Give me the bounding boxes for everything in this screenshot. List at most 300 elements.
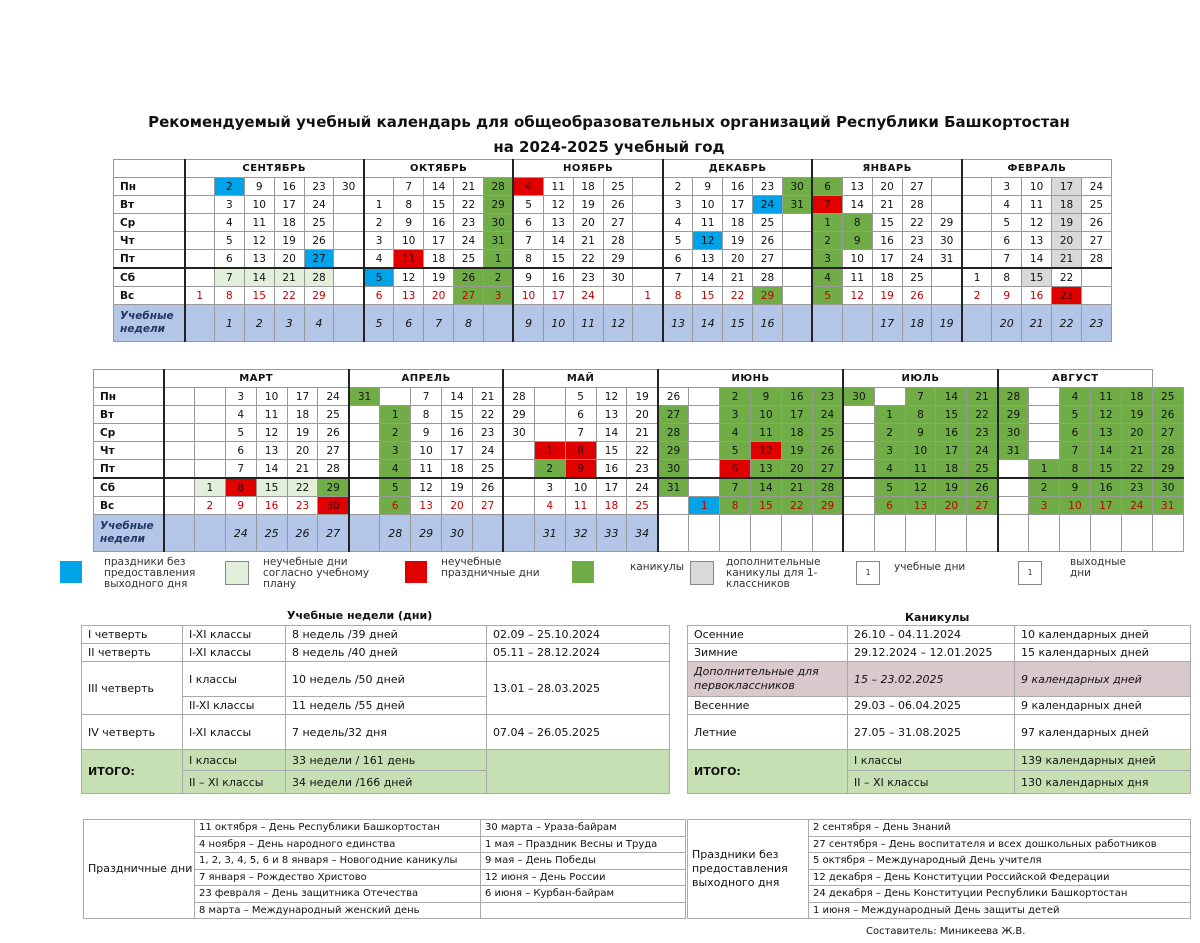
- day-cell: 2: [194, 497, 225, 515]
- day-cell: 12: [256, 424, 287, 442]
- week-number: 17: [872, 305, 902, 342]
- month-header: НОЯБРЬ: [513, 160, 663, 178]
- week-number: [874, 515, 905, 552]
- day-cell: [658, 497, 689, 515]
- total-label: ИТОГО:: [688, 750, 848, 794]
- day-cell: 1: [812, 214, 842, 232]
- day-cell: 24: [1081, 178, 1111, 196]
- day-cell: 12: [244, 232, 274, 250]
- corner-cell: [94, 370, 164, 388]
- day-cell: 26: [1152, 406, 1183, 424]
- day-cell: 1: [380, 406, 411, 424]
- day-cell: 7: [225, 460, 256, 479]
- day-cell: 10: [905, 442, 936, 460]
- day-cell: 4: [214, 214, 244, 232]
- day-cell: 28: [658, 424, 689, 442]
- day-cell: 12: [905, 478, 936, 497]
- day-cell: 27: [603, 214, 633, 232]
- day-cell: 21: [1121, 442, 1152, 460]
- day-cell: 28: [318, 460, 349, 479]
- holiday-item: 12 июня – День России: [481, 869, 686, 886]
- total-label: ИТОГО:: [82, 750, 183, 794]
- day-cell: 27: [902, 178, 932, 196]
- day-cell: 13: [1022, 232, 1052, 250]
- holiday-item: 9 мая – День Победы: [481, 853, 686, 870]
- day-cell: [194, 442, 225, 460]
- day-cell: 29: [812, 497, 843, 515]
- week-number: 10: [543, 305, 573, 342]
- day-cell: [843, 478, 874, 497]
- day-cell: 8: [992, 268, 1022, 287]
- day-cell: 3: [225, 388, 256, 406]
- day-cell: 21: [274, 268, 304, 287]
- day-cell: 8: [842, 214, 872, 232]
- day-cell: 19: [287, 424, 318, 442]
- day-cell: [633, 196, 663, 214]
- week-number: [1152, 515, 1183, 552]
- day-cell: 27: [967, 497, 998, 515]
- day-cell: [689, 460, 720, 479]
- day-cell: 6: [720, 460, 751, 479]
- day-cell: [843, 442, 874, 460]
- day-cell: 22: [287, 478, 318, 497]
- day-cell: 27: [753, 250, 783, 269]
- holiday-name: Весенние: [688, 697, 848, 715]
- day-cell: 2: [874, 424, 905, 442]
- holiday-item: 12 декабря – День Конституции Российской Федерации: [809, 869, 1191, 886]
- day-cell: 20: [627, 406, 658, 424]
- day-cell: 8: [663, 287, 693, 305]
- day-cell: 8: [394, 196, 424, 214]
- day-cell: 30: [503, 424, 534, 442]
- day-cell: 25: [753, 214, 783, 232]
- day-cell: 29: [304, 287, 334, 305]
- day-cell: [185, 196, 215, 214]
- public-holidays-table: [83, 819, 686, 919]
- day-cell: 19: [573, 196, 603, 214]
- day-cell: 13: [693, 250, 723, 269]
- calendar-top: [113, 159, 1112, 342]
- day-cell: [782, 268, 812, 287]
- holiday-item: 4 ноября – День народного единства: [195, 836, 481, 853]
- day-cell: 21: [723, 268, 753, 287]
- day-cell: 14: [936, 388, 967, 406]
- day-cell: 22: [274, 287, 304, 305]
- day-cell: 25: [304, 214, 334, 232]
- day-cell: 10: [565, 478, 596, 497]
- holiday-name: Осенние: [688, 626, 848, 644]
- day-cell: 11: [565, 497, 596, 515]
- day-cell: [932, 287, 962, 305]
- day-cell: 16: [723, 178, 753, 196]
- day-label: Ср: [94, 424, 164, 442]
- holiday-item: 1 июня – Международный День защиты детей: [809, 902, 1191, 919]
- weeks-label: Учебные недели: [94, 515, 164, 552]
- week-number: 6: [394, 305, 424, 342]
- day-cell: [194, 406, 225, 424]
- week-number: 34: [627, 515, 658, 552]
- day-cell: 31: [1152, 497, 1183, 515]
- day-cell: 31: [349, 388, 380, 406]
- day-cell: 8: [720, 497, 751, 515]
- day-cell: 16: [1022, 287, 1052, 305]
- study-weeks-table: [81, 625, 670, 794]
- day-cell: [843, 406, 874, 424]
- day-cell: 29: [932, 214, 962, 232]
- week-number: [194, 515, 225, 552]
- day-cell: 5: [364, 268, 394, 287]
- day-cell: 27: [304, 250, 334, 269]
- day-cell: 4: [1060, 388, 1091, 406]
- day-cell: 25: [454, 250, 484, 269]
- day-cell: [843, 497, 874, 515]
- day-cell: 25: [603, 178, 633, 196]
- day-cell: 12: [543, 196, 573, 214]
- day-cell: 10: [751, 406, 782, 424]
- day-cell: 3: [992, 178, 1022, 196]
- title-line-2: на 2024-2025 учебный год: [493, 138, 725, 156]
- day-cell: 4: [992, 196, 1022, 214]
- day-cell: 10: [1022, 178, 1052, 196]
- month-header: ИЮНЬ: [658, 370, 843, 388]
- week-number: [842, 305, 872, 342]
- week-number: 16: [753, 305, 783, 342]
- day-cell: [349, 460, 380, 479]
- day-cell: [1081, 287, 1111, 305]
- day-cell: 18: [287, 406, 318, 424]
- public-holidays-label: Праздничные дни: [84, 820, 195, 919]
- day-cell: 15: [543, 250, 573, 269]
- day-cell: [1081, 268, 1111, 287]
- day-cell: 3: [534, 478, 565, 497]
- day-cell: 21: [472, 388, 503, 406]
- day-cell: 31: [932, 250, 962, 269]
- week-number: [812, 515, 843, 552]
- week-number: [633, 305, 663, 342]
- week-number: 9: [513, 305, 543, 342]
- day-cell: 16: [274, 178, 304, 196]
- weeks: 33 недели / 161 день: [286, 750, 487, 771]
- day-cell: 19: [442, 478, 473, 497]
- day-cell: 13: [256, 442, 287, 460]
- day-cell: 23: [1052, 287, 1082, 305]
- week-number: [334, 305, 364, 342]
- day-cell: 11: [905, 460, 936, 479]
- day-cell: [334, 196, 364, 214]
- holiday-item: 30 марта – Ураза-байрам: [481, 820, 686, 837]
- week-number: [782, 305, 812, 342]
- day-cell: 12: [1090, 406, 1121, 424]
- holiday-item: [481, 902, 686, 919]
- day-cell: [185, 250, 215, 269]
- day-cell: 2: [720, 388, 751, 406]
- day-cell: 18: [573, 178, 603, 196]
- holiday-item: 6 июня – Курбан-байрам: [481, 886, 686, 903]
- day-cell: 1: [962, 268, 992, 287]
- day-cell: [380, 388, 411, 406]
- weeks: 8 недель /39 дней: [286, 626, 487, 644]
- day-cell: 15: [1022, 268, 1052, 287]
- week-number: [658, 515, 689, 552]
- day-cell: 18: [936, 460, 967, 479]
- day-cell: 6: [565, 406, 596, 424]
- day-cell: 26: [1081, 214, 1111, 232]
- day-cell: 23: [1121, 478, 1152, 497]
- holidays-table: [687, 625, 1191, 794]
- day-cell: 19: [872, 287, 902, 305]
- month-header: СЕНТЯБРЬ: [185, 160, 364, 178]
- day-cell: 22: [627, 442, 658, 460]
- holiday-item: 27 сентября – День воспитателя и всех дошкольных работников: [809, 836, 1191, 853]
- day-cell: 27: [658, 406, 689, 424]
- day-cell: 22: [1121, 460, 1152, 479]
- day-cell: 14: [244, 268, 274, 287]
- day-cell: 3: [663, 196, 693, 214]
- week-number: 4: [304, 305, 334, 342]
- day-cell: 2: [962, 287, 992, 305]
- holiday-days: 97 календарных дней: [1015, 715, 1191, 750]
- week-number: [962, 305, 992, 342]
- day-cell: [334, 250, 364, 269]
- week-number: 18: [902, 305, 932, 342]
- classes: I-XI классы: [183, 626, 286, 644]
- day-cell: 25: [812, 424, 843, 442]
- day-cell: 19: [781, 442, 812, 460]
- day-cell: [1029, 406, 1060, 424]
- day-cell: 29: [603, 250, 633, 269]
- day-cell: 19: [936, 478, 967, 497]
- day-cell: [185, 268, 215, 287]
- day-cell: 16: [872, 232, 902, 250]
- day-cell: 12: [751, 442, 782, 460]
- week-number: 32: [565, 515, 596, 552]
- day-cell: [874, 388, 905, 406]
- study-weeks-title: Учебные недели (дни): [287, 609, 433, 622]
- holiday-days: 9 календарных дней: [1015, 697, 1191, 715]
- day-cell: [185, 214, 215, 232]
- day-cell: 20: [287, 442, 318, 460]
- day-cell: 14: [596, 424, 627, 442]
- day-cell: 7: [214, 268, 244, 287]
- day-cell: 17: [872, 250, 902, 269]
- day-cell: 5: [565, 388, 596, 406]
- day-cell: 8: [225, 478, 256, 497]
- legend-swatch: 1: [856, 561, 880, 585]
- day-cell: 17: [424, 232, 454, 250]
- day-cell: 16: [1090, 478, 1121, 497]
- day-cell: 21: [872, 196, 902, 214]
- day-cell: 6: [992, 232, 1022, 250]
- day-cell: 30: [932, 232, 962, 250]
- day-cell: 10: [513, 287, 543, 305]
- day-cell: 10: [842, 250, 872, 269]
- day-cell: 4: [874, 460, 905, 479]
- day-cell: 22: [472, 406, 503, 424]
- day-cell: [998, 497, 1029, 515]
- day-cell: 6: [364, 287, 394, 305]
- classes: I-XI классы: [183, 644, 286, 662]
- day-cell: [503, 497, 534, 515]
- week-number: 13: [663, 305, 693, 342]
- day-cell: 30: [782, 178, 812, 196]
- legend-text: неучебные праздничные дни: [441, 556, 540, 579]
- day-label: Сб: [94, 478, 164, 497]
- day-cell: 7: [1060, 442, 1091, 460]
- day-cell: 25: [318, 406, 349, 424]
- holiday-dates: 29.03 – 06.04.2025: [848, 697, 1015, 715]
- month-header: МАЙ: [503, 370, 657, 388]
- day-cell: 5: [225, 424, 256, 442]
- quarter-name: IV четверть: [82, 715, 183, 750]
- day-cell: 14: [842, 196, 872, 214]
- day-cell: 7: [663, 268, 693, 287]
- day-cell: 11: [256, 406, 287, 424]
- day-cell: 24: [627, 478, 658, 497]
- day-cell: 25: [472, 460, 503, 479]
- week-number: [689, 515, 720, 552]
- day-cell: [334, 232, 364, 250]
- weeks: 8 недель /40 дней: [286, 644, 487, 662]
- day-cell: 18: [274, 214, 304, 232]
- day-cell: 26: [318, 424, 349, 442]
- day-cell: 9: [225, 497, 256, 515]
- day-cell: 24: [753, 196, 783, 214]
- month-header: ЯНВАРЬ: [812, 160, 962, 178]
- day-cell: 11: [1090, 388, 1121, 406]
- day-cell: 13: [596, 406, 627, 424]
- day-cell: 14: [751, 478, 782, 497]
- day-cell: 5: [992, 214, 1022, 232]
- day-cell: 19: [1121, 406, 1152, 424]
- day-cell: [534, 424, 565, 442]
- legend-swatch: [60, 561, 82, 583]
- day-cell: 13: [543, 214, 573, 232]
- day-cell: 28: [1152, 442, 1183, 460]
- week-number: [936, 515, 967, 552]
- day-cell: [194, 424, 225, 442]
- day-cell: 17: [287, 388, 318, 406]
- day-cell: 12: [394, 268, 424, 287]
- week-number: 12: [603, 305, 633, 342]
- day-cell: 10: [394, 232, 424, 250]
- holiday-item: 23 февраля – День защитника Отечества: [195, 886, 481, 903]
- day-cell: 20: [1052, 232, 1082, 250]
- dates: 02.09 – 25.10.2024: [487, 626, 670, 644]
- week-number: 5: [364, 305, 394, 342]
- day-cell: [782, 214, 812, 232]
- week-number: [472, 515, 503, 552]
- day-cell: 27: [472, 497, 503, 515]
- day-label: Пт: [94, 460, 164, 479]
- day-cell: 3: [380, 442, 411, 460]
- day-cell: 20: [936, 497, 967, 515]
- day-cell: [633, 214, 663, 232]
- weeks: 11 недель /55 дней: [286, 697, 487, 715]
- day-cell: [962, 214, 992, 232]
- week-number: [349, 515, 380, 552]
- day-cell: 22: [781, 497, 812, 515]
- holiday-days: 9 календарных дней: [1015, 662, 1191, 697]
- day-cell: 5: [812, 287, 842, 305]
- day-label: Чт: [114, 232, 185, 250]
- day-cell: 6: [1060, 424, 1091, 442]
- day-cell: 14: [424, 178, 454, 196]
- day-cell: 28: [902, 196, 932, 214]
- legend-text: праздники без предоставления выходного дня: [104, 556, 196, 590]
- day-cell: 17: [274, 196, 304, 214]
- day-label: Ср: [114, 214, 185, 232]
- day-cell: 24: [472, 442, 503, 460]
- day-cell: 8: [565, 442, 596, 460]
- day-cell: 15: [693, 287, 723, 305]
- week-number: 11: [573, 305, 603, 342]
- day-cell: 3: [364, 232, 394, 250]
- week-number: 27: [318, 515, 349, 552]
- day-cell: 23: [472, 424, 503, 442]
- day-cell: 5: [214, 232, 244, 250]
- other-holidays-table: [687, 819, 1191, 919]
- day-cell: [843, 460, 874, 479]
- day-cell: 7: [565, 424, 596, 442]
- day-cell: [349, 442, 380, 460]
- day-cell: 3: [214, 196, 244, 214]
- classes: II – XI классы: [183, 771, 286, 794]
- title-line-1: Рекомендуемый учебный календарь для общеобразовательных организаций Республики Башкортостан: [148, 113, 1070, 131]
- day-cell: 18: [1052, 196, 1082, 214]
- day-cell: 30: [1152, 478, 1183, 497]
- holidays-title: Каникулы: [905, 611, 970, 624]
- day-cell: 21: [627, 424, 658, 442]
- day-cell: 28: [304, 268, 334, 287]
- day-cell: 22: [573, 250, 603, 269]
- day-cell: 21: [573, 232, 603, 250]
- day-cell: [164, 460, 195, 479]
- day-cell: 29: [483, 196, 513, 214]
- day-cell: 11: [411, 460, 442, 479]
- day-cell: 12: [411, 478, 442, 497]
- day-cell: [334, 268, 364, 287]
- day-label: Пн: [94, 388, 164, 406]
- day-cell: 15: [256, 478, 287, 497]
- day-cell: 17: [596, 478, 627, 497]
- day-cell: 4: [663, 214, 693, 232]
- day-cell: [334, 287, 364, 305]
- day-cell: [782, 250, 812, 269]
- day-cell: 30: [658, 460, 689, 479]
- legend-text: учебные дни: [894, 561, 966, 573]
- day-cell: 23: [573, 268, 603, 287]
- dates: 05.11 – 28.12.2024: [487, 644, 670, 662]
- day-cell: 11: [1022, 196, 1052, 214]
- day-cell: [503, 442, 534, 460]
- classes: II-XI классы: [183, 697, 286, 715]
- day-cell: [689, 442, 720, 460]
- holiday-item: 24 декабря – День Конституции Республики Башкортостан: [809, 886, 1191, 903]
- day-cell: 3: [720, 406, 751, 424]
- month-header: АВГУСТ: [998, 370, 1153, 388]
- day-cell: 23: [812, 388, 843, 406]
- day-cell: 7: [992, 250, 1022, 269]
- day-cell: 11: [394, 250, 424, 269]
- day-cell: [633, 250, 663, 269]
- legend-text: выходные дни: [1070, 556, 1126, 579]
- day-cell: [633, 178, 663, 196]
- day-cell: [633, 268, 663, 287]
- legend-swatch: [690, 561, 714, 585]
- day-cell: 10: [244, 196, 274, 214]
- day-cell: 24: [902, 250, 932, 269]
- week-number: 14: [693, 305, 723, 342]
